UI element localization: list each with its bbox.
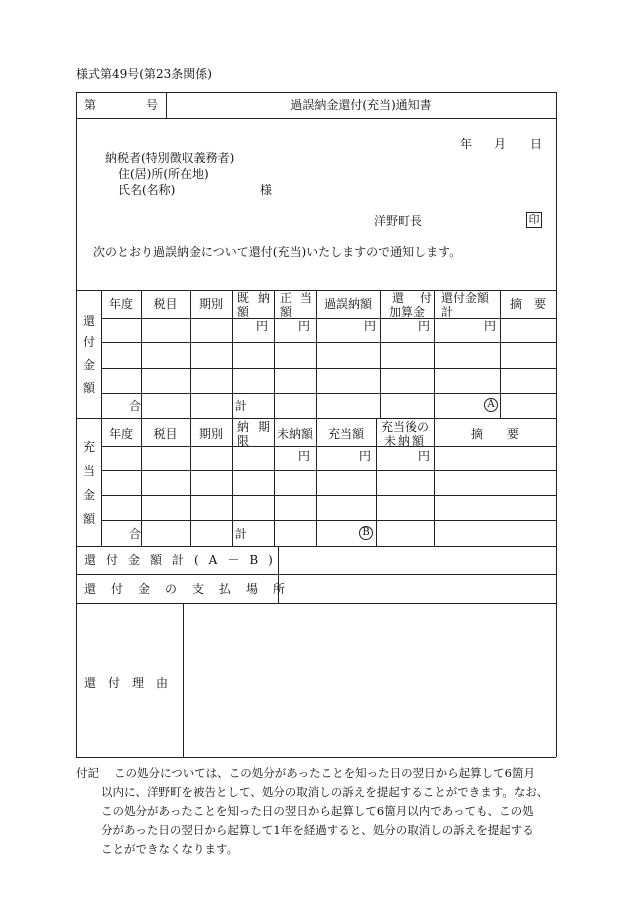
refund-header-addition-3: 加算金 bbox=[388, 305, 425, 319]
grid-line bbox=[101, 495, 556, 496]
date-month: 月 bbox=[494, 137, 507, 151]
grid-line bbox=[434, 290, 435, 418]
offset-side-label-1: 充 bbox=[83, 440, 96, 454]
footnote-line-1: この処分については、この処分があったことを知った日の翌日から起算して6箇月 bbox=[114, 766, 535, 780]
refund-header-overpaid: 過誤納額 bbox=[323, 297, 372, 311]
document-title: 過誤納金還付(充当)通知書 bbox=[290, 98, 432, 112]
grid-line bbox=[101, 446, 556, 447]
grid-line bbox=[76, 118, 556, 119]
grid-line bbox=[101, 368, 556, 369]
refund-reason-label: 還付理由 bbox=[84, 676, 181, 690]
grid-line bbox=[76, 757, 556, 758]
number-label: 第 bbox=[84, 98, 97, 112]
refund-header-total-1: 還付金額 bbox=[441, 291, 490, 305]
footnote-line-2: 以内に、洋野町を被告として、処分の取消しの訴えを提起することができます。なお、 bbox=[101, 785, 549, 799]
offset-header-period: 期別 bbox=[198, 427, 223, 441]
grid-line bbox=[76, 603, 556, 604]
offset-header-due-1: 納 bbox=[237, 420, 250, 434]
footnote-line-5: ことができなくなります。 bbox=[101, 842, 239, 856]
offset-header-year: 年度 bbox=[108, 427, 133, 441]
form-number: 様式第49号(第23条関係) bbox=[76, 67, 212, 81]
grid-line bbox=[76, 574, 556, 575]
refund-total-row-label: 還付金額計(A－B) bbox=[84, 553, 283, 567]
grid-line bbox=[101, 470, 556, 471]
refund-header-addition-2: 付 bbox=[420, 291, 433, 305]
grid-line bbox=[101, 342, 556, 343]
refund-header-already-3: 額 bbox=[237, 305, 250, 319]
offset-side-label-2: 当 bbox=[83, 464, 96, 478]
offset-header-after-1: 充当後の bbox=[380, 420, 429, 434]
refund-side-label-1: 還 bbox=[83, 314, 96, 328]
refund-header-addition-1: 還 bbox=[392, 291, 405, 305]
grid-line bbox=[76, 92, 77, 757]
refund-yen-addition: 円 bbox=[418, 319, 431, 333]
grid-line bbox=[76, 92, 556, 93]
refund-header-already-1: 既 bbox=[237, 291, 250, 305]
offset-header-due-2: 期 bbox=[258, 420, 271, 434]
refund-header-already-2: 納 bbox=[258, 291, 271, 305]
refund-header-tax-item: 税目 bbox=[153, 297, 178, 311]
footnote-line-3: この処分があったことを知った日の翌日から起算して6箇月以内であっても、この処 bbox=[101, 804, 534, 818]
offset-header-due-3: 限 bbox=[237, 434, 250, 448]
offset-side-label-3: 金 bbox=[83, 488, 96, 502]
grid-line bbox=[183, 603, 184, 757]
refund-side-label-2: 付 bbox=[83, 335, 96, 349]
refund-total-label-1: 合 bbox=[129, 399, 142, 413]
date-day: 日 bbox=[530, 137, 543, 151]
mark-a: A bbox=[484, 398, 498, 412]
issuer-title: 洋野町長 bbox=[374, 214, 423, 228]
refund-yen-total: 円 bbox=[484, 319, 497, 333]
offset-header-tax-item: 税目 bbox=[153, 427, 178, 441]
date-year: 年 bbox=[460, 137, 473, 151]
refund-side-label-4: 額 bbox=[83, 381, 96, 395]
refund-header-correct-1: 正 bbox=[280, 291, 293, 305]
refund-side-label-3: 金 bbox=[83, 358, 96, 372]
mark-b: B bbox=[359, 526, 373, 540]
offset-side-label-4: 額 bbox=[83, 512, 96, 526]
refund-header-correct-3: 額 bbox=[280, 305, 293, 319]
refund-total-label-2: 計 bbox=[235, 399, 248, 413]
offset-yen-after: 円 bbox=[418, 449, 431, 463]
grid-line bbox=[101, 393, 556, 394]
offset-header-after-2: 未納額 bbox=[383, 434, 426, 448]
offset-total-label-1: 合 bbox=[129, 527, 142, 541]
seal-mark: 印 bbox=[526, 212, 542, 228]
refund-header-total-2: 計 bbox=[441, 305, 454, 319]
grid-line bbox=[556, 92, 557, 757]
go-label: 号 bbox=[146, 98, 159, 112]
footnote-label: 付記 bbox=[76, 766, 99, 780]
grid-line bbox=[232, 418, 233, 546]
refund-yen-overpaid: 円 bbox=[364, 319, 377, 333]
grid-line bbox=[76, 546, 556, 547]
offset-total-label-2: 計 bbox=[235, 527, 248, 541]
offset-header-offset: 充当額 bbox=[327, 427, 364, 441]
taxpayer-address: 住(居)所(所在地) bbox=[118, 167, 209, 181]
footnote-line-4: 分があった日の翌日から起算して1年を経過すると、処分の取消しの訴えを提起する bbox=[101, 823, 534, 837]
refund-header-remarks: 摘 要 bbox=[509, 297, 546, 311]
grid-line bbox=[274, 290, 275, 418]
offset-header-remarks: 摘 要 bbox=[470, 427, 519, 441]
offset-header-unpaid: 未納額 bbox=[276, 427, 313, 441]
refund-header-period: 期別 bbox=[198, 297, 223, 311]
refund-yen-already: 円 bbox=[256, 319, 269, 333]
payment-place-label: 還付金の支払場所 bbox=[84, 582, 301, 596]
offset-yen-unpaid: 円 bbox=[298, 449, 311, 463]
taxpayer-label: 納税者(特別徴収義務者) bbox=[105, 151, 235, 165]
offset-yen-offset: 円 bbox=[359, 449, 372, 463]
intro-text: 次のとおり過誤納金について還付(充当)いたしますので通知します。 bbox=[93, 245, 462, 259]
grid-line bbox=[101, 520, 556, 521]
refund-yen-correct: 円 bbox=[298, 319, 311, 333]
refund-header-correct-2: 当 bbox=[300, 291, 313, 305]
grid-line bbox=[232, 290, 233, 418]
taxpayer-name: 氏名(名称) bbox=[118, 183, 176, 197]
refund-header-year: 年度 bbox=[108, 297, 133, 311]
honorific: 様 bbox=[260, 183, 273, 197]
